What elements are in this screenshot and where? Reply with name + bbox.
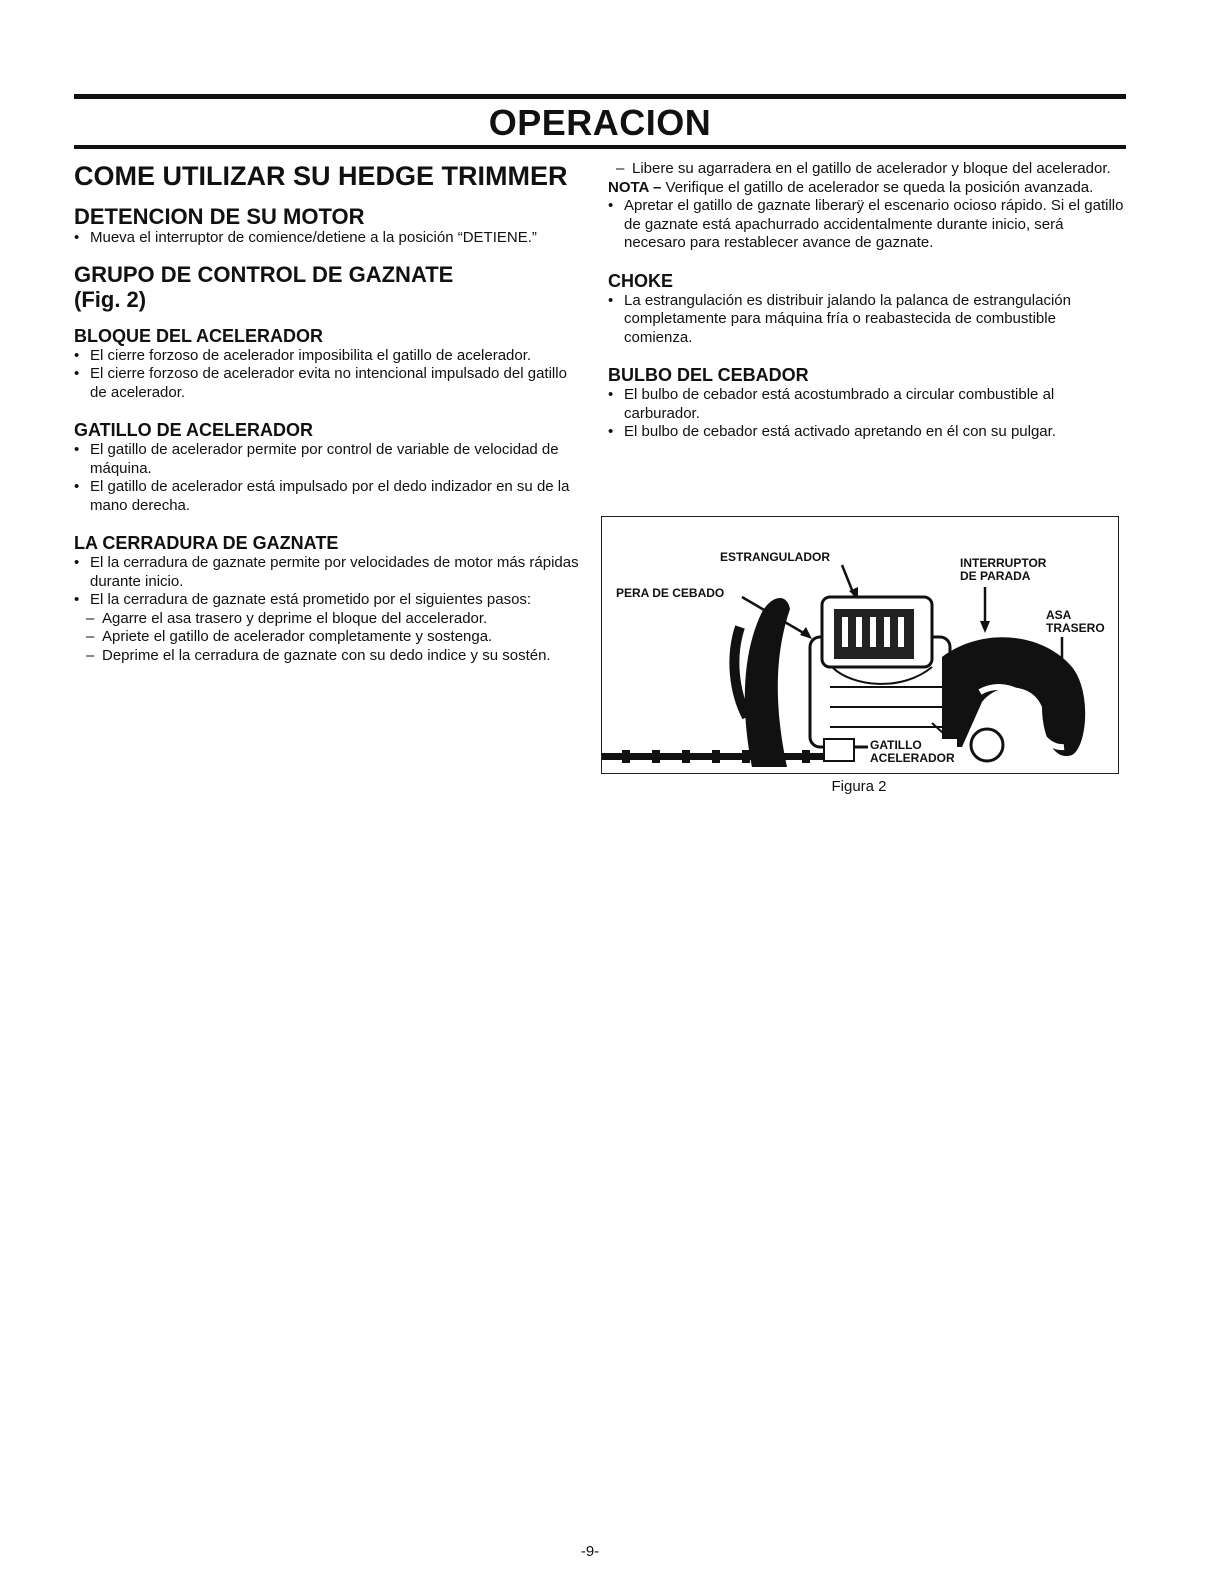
step-item: – Libere su agarradera en el gatillo de acelerador y bloque del acelerador. bbox=[616, 160, 1111, 177]
bloque-heading: BLOQUE DEL ACELERADOR bbox=[74, 325, 324, 346]
list-item: • El cierre forzoso de acelerador imposibilita el gatillo de acelerador. bbox=[74, 346, 532, 364]
list-item: • El bulbo de cebador está activado apretando en él con su pulgar. bbox=[608, 423, 1056, 440]
label-asa-trasero: ASA TRASERO bbox=[1046, 608, 1105, 635]
gatillo-heading: GATILLO DE ACELERADOR bbox=[74, 420, 313, 440]
left-column bbox=[74, 160, 586, 665]
choke-list bbox=[608, 292, 1124, 348]
list-item: • El bulbo de cebador está acostumbrado a circular combustible al carburador. bbox=[608, 386, 1055, 422]
top-rule bbox=[74, 94, 1126, 99]
list-item: • El la cerradura de gaznate está prometido por el siguientes pasos: bbox=[74, 591, 532, 608]
nota-paragraph bbox=[608, 179, 1124, 198]
figure-caption: Figura 2 bbox=[831, 778, 887, 795]
gatillo-list bbox=[74, 441, 586, 515]
figure-2 bbox=[601, 516, 1119, 774]
continued-steps bbox=[608, 160, 1124, 179]
page-title: OPERACION bbox=[488, 102, 712, 143]
list-item: • La estrangulación es distribuir jalando la palanca de estrangulación completamente para máquina fría o reabastecida de combustible comienza. bbox=[608, 291, 1071, 346]
list-item: • El gatillo de acelerador está impulsado por el dedo indizador en su de la mano derecha. bbox=[74, 478, 570, 514]
right-column bbox=[608, 160, 1124, 442]
list-item: • Apretar el gatillo de gaznate liberarÿ el escenario ocioso rápido. Si el gatillo de gaznate está apachurrado accidentalmente durante inicio, será necesaro para restablecer avance de gaznate. bbox=[608, 197, 1124, 251]
bulbo-heading: BULBO DEL CEBADOR bbox=[608, 365, 809, 385]
nota-label: NOTA – bbox=[608, 178, 662, 196]
detencion-heading: DETENCION DE SU MOTOR bbox=[74, 204, 365, 229]
list-item: • Mueva el interruptor de comience/detiene a la posición “DETIENE.” bbox=[74, 229, 537, 246]
label-gatillo-acelerador: GATILLO ACELERADOR bbox=[870, 738, 955, 765]
choke-heading: CHOKE bbox=[608, 270, 674, 291]
list-item: • El cierre forzoso de acelerador evita no intencional impulsado del gatillo de acelerador. bbox=[74, 365, 567, 401]
gatillo-note-list bbox=[608, 197, 1124, 253]
step-item: – Deprime el la cerradura de gaznate con su dedo indice y su sostén. bbox=[86, 646, 551, 664]
step-item: – Agarre el asa trasero y deprime el bloque del accelerador. bbox=[86, 609, 488, 627]
step-item: – Apriete el gatillo de acelerador completamente y sostenga. bbox=[86, 628, 493, 645]
title-rule bbox=[74, 145, 1126, 149]
list-item: • El la cerradura de gaznate permite por velocidades de motor más rápidas durante inicio. bbox=[74, 554, 579, 590]
cerradura-list bbox=[74, 554, 586, 610]
cerradura-steps bbox=[74, 610, 586, 666]
label-estrangulador: ESTRANGULADOR bbox=[720, 550, 830, 564]
label-pera-de-cebado: PERA DE CEBADO bbox=[616, 586, 725, 600]
detencion-list bbox=[74, 229, 586, 248]
cerradura-heading: LA CERRADURA DE GAZNATE bbox=[74, 533, 339, 553]
section-title: COME UTILIZAR SU HEDGE TRIMMER bbox=[74, 161, 568, 191]
list-item: • El gatillo de acelerador permite por control de variable de velocidad de máquina. bbox=[74, 441, 559, 477]
bloque-list bbox=[74, 347, 586, 403]
bulbo-list bbox=[608, 386, 1124, 442]
page-number: -9- bbox=[580, 1543, 600, 1560]
nota-text: Verifique el gatillo de acelerador se queda la posición avanzada. bbox=[665, 178, 1094, 196]
label-interruptor: INTERRUPTOR DE PARADA bbox=[960, 556, 1047, 583]
grupo-heading: GRUPO DE CONTROL DE GAZNATE (Fig. 2) bbox=[74, 261, 454, 312]
